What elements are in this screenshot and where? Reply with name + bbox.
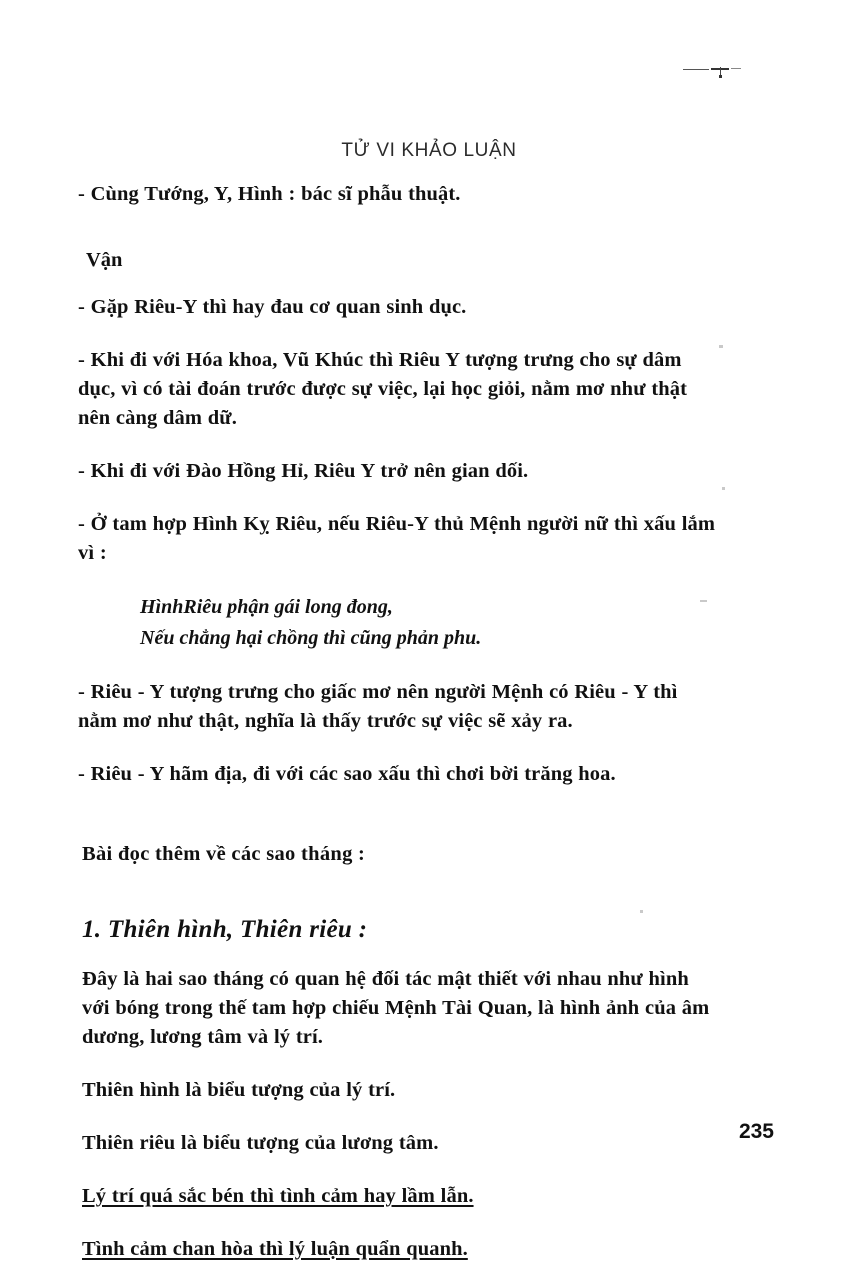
bullet-giac-mo: - Riêu - Y tượng trưng cho giấc mơ nên người Mệnh có Riêu - Y thì nằm mơ như thật, nghĩa là thấy trước sự việc sẽ xảy ra. <box>78 681 678 732</box>
crop-mark-artifact <box>683 62 741 78</box>
paragraph-thien-rieu-luong-tam: Thiên riêu là biểu tượng của lương tâm. <box>82 1132 439 1154</box>
page-number: 235 <box>738 1120 774 1143</box>
bullet-hoa-khoa-vu-khuc: - Khi đi với Hóa khoa, Vũ Khúc thì Riêu Y tượng trưng cho sự dâm dục, vì có tài đoán trước được sự việc, lại học giỏi, nằm mơ như thật nên càng dâm dữ. <box>78 349 688 429</box>
scan-speck <box>722 487 725 490</box>
paragraph-thien-hinh-ly-tri: Thiên hình là biểu tượng của lý trí. <box>82 1079 396 1101</box>
text-column <box>78 180 720 1270</box>
bullet-ham-dia: - Riêu - Y hãm địa, đi với các sao xấu thì chơi bời trăng hoa. <box>78 763 616 785</box>
bullet-tam-hop-hinh-ky-rieu: - Ở tam hợp Hình Kỵ Riêu, nếu Riêu-Y thủ Mệnh người nữ thì xấu lắm vì : <box>78 513 716 564</box>
paragraph-tinh-cam-chan-hoa: Tình cảm chan hòa thì lý luận quẩn quanh. <box>82 1238 468 1260</box>
heading-van: Vận <box>86 249 123 271</box>
verse-line-1: HìnhRiêu phận gái long đong, <box>140 596 393 618</box>
verse-line-2: Nếu chẳng hại chồng thì cũng phản phu. <box>140 627 482 649</box>
bullet-dao-hong-hi: - Khi đi với Đào Hồng Hỉ, Riêu Y trở nên gian dối. <box>78 460 529 482</box>
running-head: TỬ VI KHẢO LUẬN <box>341 140 517 161</box>
numbered-title-thien-hinh-thien-rieu: 1. Thiên hình, Thiên riêu : <box>82 916 368 943</box>
bullet-gap-rieu-y: - Gặp Riêu-Y thì hay đau cơ quan sinh dục. <box>78 296 467 318</box>
line-surgeon: - Cùng Tướng, Y, Hình : bác sĩ phẫu thuật. <box>78 183 461 205</box>
section-heading-bai-doc-them: Bài đọc thêm về các sao tháng : <box>82 843 366 865</box>
paragraph-ly-tri-sac-ben: Lý trí quá sắc bén thì tình cảm hay lầm lẫn. <box>82 1185 474 1207</box>
paragraph-quan-he-doi-tac: Đây là hai sao tháng có quan hệ đối tác mật thiết với nhau như hình với bóng trong thế tam hợp chiếu Mệnh Tài Quan, là hình ảnh của âm dương, lương tâm và lý trí. <box>82 968 710 1048</box>
